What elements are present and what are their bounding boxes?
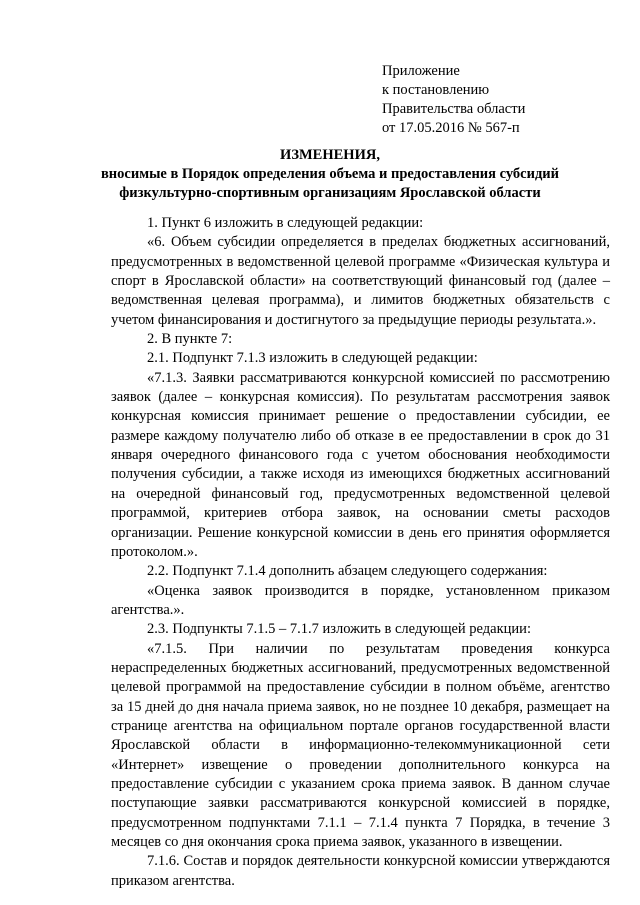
paragraph-8: 2.3. Подпункты 7.1.5 – 7.1.7 изложить в следующей редакции: (147, 621, 531, 638)
appendix-block (382, 62, 525, 138)
paragraph-9: «7.1.5. При наличии по результатам проведения конкурса нераспределенных бюджетных ассигнований, предусмотренных ведомственной целевой программой на предоставление субсидии в полном объёме, агентство за 15 дней до дня начала приема заявок, но не позднее 10 декабря, размещает на странице агентства на официальном портале органов государственной власти Ярославской области в информационно-телекоммуникационной сети «Интернет» извещение о проведении дополнительного конкурса на предоставление субсидии с указанием срока приема заявок. В данном случае поступающие заявки рассматриваются конкурсной комиссией в порядке, предусмотренном подпунктами 7.1.1 – 7.1.4 пункта 7 Порядка, в течение 3 месяцев со дня окончания срока приема заявок, указанного в извещении. (111, 640, 610, 850)
appendix-line-1: Приложение (382, 63, 460, 79)
paragraph-4: 2.1. Подпункт 7.1.3 изложить в следующей редакции: (147, 350, 478, 367)
paragraph-2: «6. Объем субсидии определяется в пределах бюджетных ассигнований, предусмотренных в ведомственной целевой программе «Физическая культура и спорт в Ярославской области» на соответствующий финансовый год (далее – ведомственная целевая программа), и лимитов бюджетных обязательств с учетом финансирования и достигнутого за предыдущие периоды результата.». (111, 234, 610, 328)
paragraph-1: 1. Пункт 6 изложить в следующей редакции: (147, 215, 424, 231)
document-body (111, 214, 610, 891)
heading-subtitle-line-1: вносимые в Порядок определения объема и предоставления субсидий (100, 166, 560, 182)
paragraph-3: 2. В пункте 7: (147, 331, 233, 348)
appendix-line-4: от 17.05.2016 № 567-п (382, 120, 520, 136)
paragraph-5: «7.1.3. Заявки рассматриваются конкурсной комиссией по рассмотрению заявок (далее – конкурсная комиссия). По результатам рассмотрения заявок конкурсная комиссия принимает решение о предоставлении субсидии, ее размере каждому получателю либо об отказе в ее предоставлении в срок до 31 января очередного финансового года с учетом обоснования необходимости получения субсидии, а также исходя из имеющихся бюджетных ассигнований на очередной финансовый год, предусмотренных ведомственной целевой программой, критериев отбора заявок, на основании сметы расходов организации. Решение конкурсной комиссии в день его принятия оформляется протоколом.». (111, 369, 610, 560)
paragraph-6: 2.2. Подпункт 7.1.4 дополнить абзацем следующего содержания: (147, 563, 548, 580)
paragraph-7: «Оценка заявок производится в порядке, установленном приказом агентства.». (111, 582, 610, 618)
heading-subtitle-line-2: физкультурно-спортивным организациям Ярославской области (119, 185, 541, 201)
paragraph-10: 7.1.6. Состав и порядок деятельности конкурсной комиссии утверждаются приказом агентства. (111, 853, 610, 889)
heading-title: ИЗМЕНЕНИЯ, (280, 147, 380, 163)
document-heading (60, 146, 600, 203)
appendix-line-3: Правительства области (382, 101, 526, 117)
appendix-line-2: к постановлению (382, 82, 490, 98)
